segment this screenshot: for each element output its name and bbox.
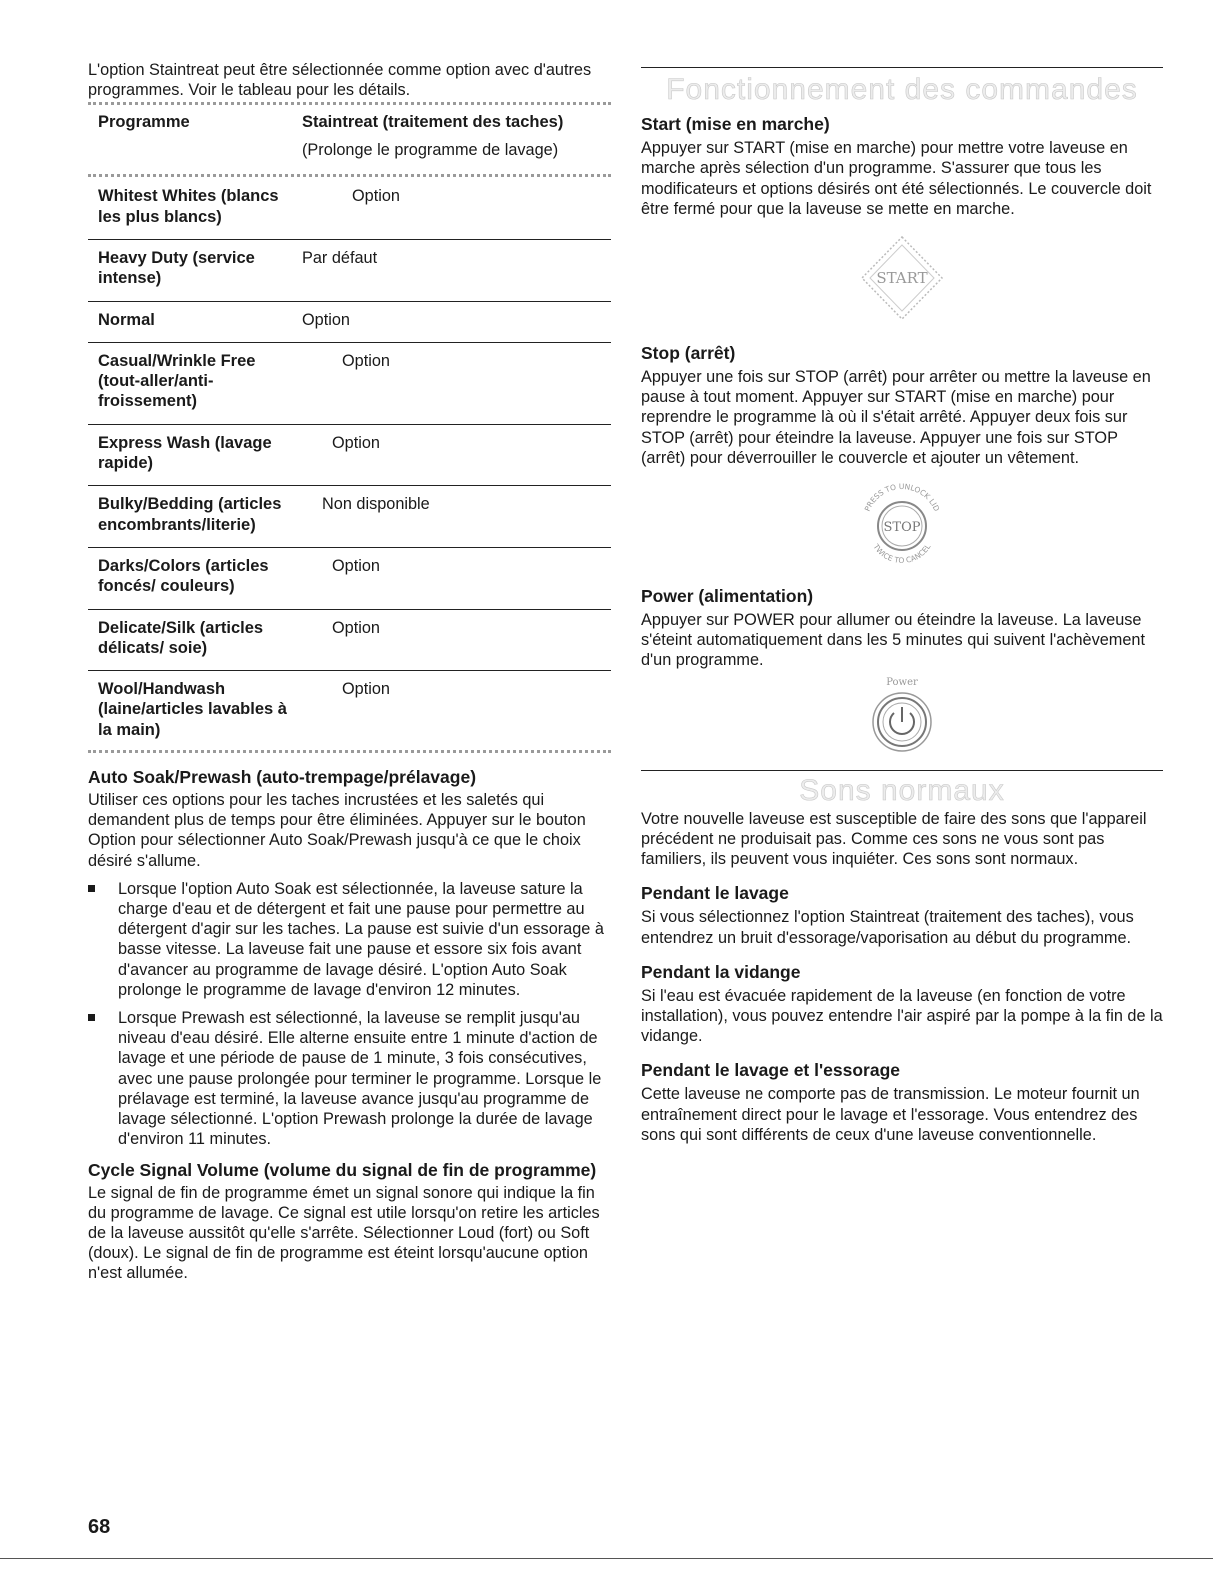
start-section <box>641 114 1163 323</box>
page-number: 68 <box>88 1516 111 1538</box>
page-bottom-rule <box>0 1558 1213 1559</box>
table-row <box>88 177 611 239</box>
divider <box>88 102 611 105</box>
paragraph: Utiliser ces options pour les taches incrustées et les saletés qui demandent plus de temps pour être éliminées. Appuyer sur le bouton Option pour sélectionner Auto Soak/Prewash jusqu'à ce que le choix désiré s'allume. <box>88 791 586 870</box>
paragraph: Appuyer sur START (mise en marche) pour mettre votre laveuse en marche après sélection d'un programme. S'assurer que tous les modificateurs et options désirés ont été sélectionnés. Le couvercle doit être fermé pour que la laveuse se mette en marche. <box>641 139 1152 218</box>
table-row <box>88 485 611 547</box>
svg-text:PRESS TO UNLOCK LID: PRESS TO UNLOCK LID <box>862 482 942 513</box>
table-row <box>88 424 611 486</box>
svg-text:STOP: STOP <box>883 520 921 536</box>
program-value: Option <box>332 433 380 452</box>
section-title-sounds: Sons normaux <box>799 773 1005 807</box>
intro-text: L'option Staintreat peut être sélectionnée comme option avec d'autres programmes. Voir le tableau pour les détails. <box>88 61 592 100</box>
section-heading: Pendant le lavage et l'essorage <box>641 1060 900 1081</box>
program-value: Par défaut <box>302 249 378 267</box>
svg-text:TWICE TO CANCEL: TWICE TO CANCEL <box>871 542 933 566</box>
table-row <box>88 609 611 671</box>
program-name: Express Wash (lavage rapide) <box>98 433 272 473</box>
divider <box>641 770 1163 771</box>
stop-section <box>641 343 1163 574</box>
program-value: Option <box>302 310 350 329</box>
program-value: Option <box>332 618 380 637</box>
program-value: Option <box>352 187 400 206</box>
auto-soak-section <box>88 767 611 1149</box>
table-row <box>88 670 611 750</box>
section-heading: Start (mise en marche) <box>641 114 830 135</box>
paragraph: Le signal de fin de programme émet un signal sonore qui indique la fin du programme de lavage. Ce signal est utile lorsqu'on retire les articles de la laveuse aussitôt qu'elle s'arrête. Sélectionner Loud (fort) ou Soft (doux). Le signal de fin de programme est éteint lorsqu'aucune option n'est allumée. <box>88 1183 600 1283</box>
right-column <box>641 67 1163 1145</box>
bullet-icon <box>88 885 95 892</box>
stop-button-illustration <box>641 474 1163 574</box>
program-name: Bulky/Bedding (articles encombrants/literie) <box>98 495 282 534</box>
paragraph: Appuyer sur POWER pour allumer ou éteindre la laveuse. La laveuse s'éteint automatiquement dans les 5 minutes qui suivent l'achèvement d'un programme. <box>641 611 1145 670</box>
section-title-controls: Fonctionnement des commandes <box>666 73 1138 106</box>
column-header-staintreat: Staintreat (traitement des taches) <box>302 113 564 132</box>
table-header <box>88 108 611 162</box>
program-name: Whitest Whites (blancs les plus blancs) <box>98 187 279 226</box>
program-value: Option <box>332 556 380 575</box>
paragraph: Votre nouvelle laveuse est susceptible de faire des sons que l'appareil précédent ne produisait pas. Comme ces sons ne vous sont pas familiers, ils peuvent vous inquiéter. Ces sons sont normaux. <box>641 809 1147 869</box>
svg-text:START: START <box>876 269 928 288</box>
start-button-icon <box>852 233 952 323</box>
table-row <box>88 547 611 609</box>
section-heading: Power (alimentation) <box>641 586 814 607</box>
divider <box>641 67 1163 68</box>
staintreat-table <box>88 108 611 753</box>
left-column <box>88 60 611 1284</box>
column-header-program: Programme <box>98 113 190 132</box>
list-item: Lorsque Prewash est sélectionné, la laveuse se remplit jusqu'au niveau d'eau désiré. Elle alterne ensuite entre 1 minute d'action de lavage et une période de pause de 1 minute, 3 fois consécutives, avec une pause prolongée pour terminer le programme. Lorsque le prélavage est terminé, la laveuse avance jusqu'au programme de lavage sélectionné. L'option Prewash prolonge la durée de lavage d'environ 11 minutes. <box>88 1008 611 1149</box>
paragraph: Appuyer une fois sur STOP (arrêt) pour arrêter ou mettre la laveuse en pause à tout moment. Appuyer sur START (mise en marche) pour reprendre le programme là où il s'était arrêté. Appuyer deux fois sur STOP (arrêt) pour éteindre la laveuse. Appuyer une fois sur STOP (arrêt) pour déverrouiller le couvercle et ajouter un vêtement. <box>641 368 1151 467</box>
column-subheader: (Prolonge le programme de lavage) <box>302 141 559 160</box>
power-icon <box>867 688 937 756</box>
program-name: Darks/Colors (articles foncés/ couleurs) <box>98 556 269 596</box>
bullet-icon <box>88 1014 95 1021</box>
section-heading: Auto Soak/Prewash (auto-trempage/prélavage) <box>88 767 477 788</box>
power-button-illustration <box>641 677 1163 756</box>
paragraph: Si vous sélectionnez l'option Staintreat (traitement des taches), vous entendrez un bruit d'essorage/vaporisation au début du programme. <box>641 908 1134 947</box>
section-heading: Pendant le lavage <box>641 883 789 904</box>
cycle-signal-section <box>88 1160 611 1284</box>
sound-section <box>641 883 1163 947</box>
table-row <box>88 342 611 424</box>
list-item: Lorsque l'option Auto Soak est sélectionnée, la laveuse sature la charge d'eau et de détergent et fait une pause pour permettre au détergent d'agir sur les taches. La pause est suivie d'un essorage à basse vitesse. La laveuse fait une pause et essore six fois avant d'avancer au programme de lavage désiré. L'option Auto Soak prolonge le programme de lavage d'environ 12 minutes. <box>88 879 611 1000</box>
section-heading: Pendant la vidange <box>641 961 801 982</box>
section-heading: Stop (arrêt) <box>641 343 736 364</box>
power-label: Power <box>886 676 918 688</box>
power-section <box>641 586 1163 756</box>
sound-section <box>641 962 1163 1047</box>
divider <box>88 750 611 753</box>
program-value: Non disponible <box>322 495 430 514</box>
program-name: Casual/Wrinkle Free (tout-aller/anti-froissement) <box>98 351 256 411</box>
program-value: Option <box>342 351 390 370</box>
table-row <box>88 301 611 342</box>
stop-button-icon <box>847 474 957 574</box>
start-button-illustration <box>641 233 1163 323</box>
program-name: Delicate/Silk (articles délicats/ soie) <box>98 618 264 657</box>
program-name: Normal <box>98 310 155 329</box>
paragraph: Si l'eau est évacuée rapidement de la laveuse (en fonction de votre installation), vous pouvez entendre l'air aspiré par la pompe à la fin de la vidange. <box>641 986 1163 1046</box>
program-value: Option <box>342 680 390 699</box>
sound-section <box>641 1060 1163 1145</box>
section-heading: Cycle Signal Volume (volume du signal de fin de programme) <box>88 1159 597 1180</box>
program-name: Wool/Handwash (laine/articles lavables à la main) <box>98 680 287 739</box>
paragraph: Cette laveuse ne comporte pas de transmission. Le moteur fournit un entraînement direct pour le lavage et l'essorage. Vous entendrez des sons qui sont différents de ceux d'une laveuse conventionnelle. <box>641 1085 1140 1144</box>
table-row <box>88 239 611 301</box>
program-name: Heavy Duty (service intense) <box>98 249 255 288</box>
bullet-list <box>88 879 611 1150</box>
